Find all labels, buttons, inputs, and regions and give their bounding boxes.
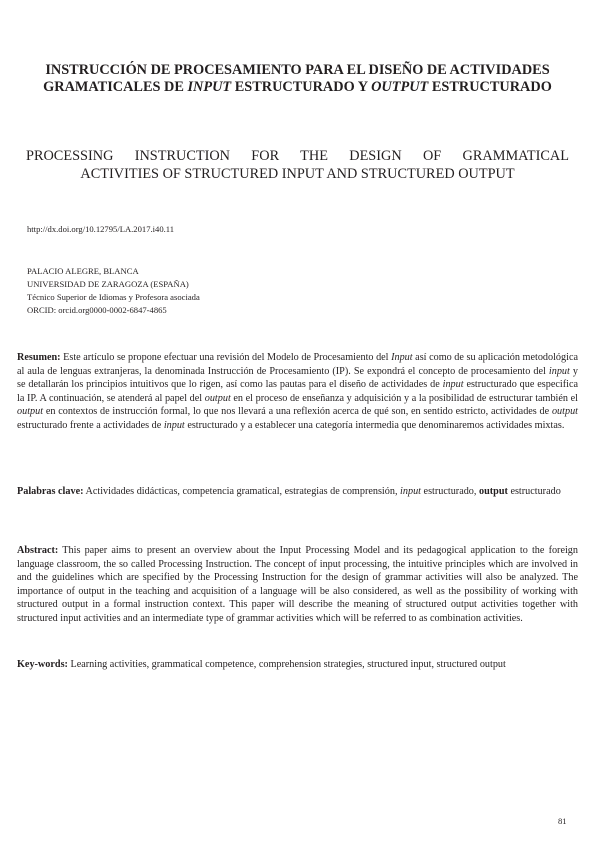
text: estructurado que especifica la IP. A continuación, se atenderá al papel del — [17, 379, 578, 404]
english-title-line-2: ACTIVITIES OF STRUCTURED INPUT AND STRUCTURED OUTPUT — [80, 166, 515, 182]
doi-link[interactable]: http://dx.doi.org/10.12795/LA.2017.i40.11 — [27, 224, 175, 234]
bold-term: output — [479, 486, 508, 497]
author-block — [27, 265, 200, 317]
spanish-title — [20, 62, 575, 96]
text: y se detallarán los principios intuitivos que lo rigen, así como las pautas para el diseño de actividades de — [17, 365, 579, 391]
english-title — [26, 147, 569, 183]
text: en el proceso de enseñanza y adquisición y a la posibilidad de estructurar también el — [230, 392, 578, 404]
abstract-paragraph — [17, 544, 578, 626]
palabras-clave-label: Palabras clave: — [17, 486, 84, 497]
keywords-paragraph — [17, 658, 578, 672]
keywords-text: Learning activities, grammatical competence, comprehension strategies, structured input, structured output — [67, 659, 506, 670]
title-italic-output: OUTPUT — [371, 79, 429, 95]
italic-term: input — [400, 486, 421, 497]
text: Actividades didácticas, competencia gramatical, estrategias de comprensión, — [83, 486, 401, 497]
title-text: ESTRUCTURADO — [428, 79, 552, 95]
italic-term: input — [163, 419, 185, 431]
italic-term: input — [548, 365, 570, 377]
text: estructurado, — [421, 486, 479, 497]
title-text: GRAMATICALES DE — [43, 79, 188, 95]
title-text: ESTRUCTURADO Y — [231, 79, 372, 95]
author-orcid: ORCID: orcid.org0000-0002-6847-4865 — [27, 305, 167, 315]
italic-term: output — [17, 406, 44, 418]
english-title-line-1: PROCESSING INSTRUCTION FOR THE DESIGN OF GRAMMATICAL — [26, 148, 569, 164]
author-name: PALACIO ALEGRE, BLANCA — [27, 266, 139, 276]
italic-term: output — [551, 406, 578, 418]
text: estructurado frente a actividades de — [17, 419, 164, 431]
resumen-label: Resumen: — [17, 352, 61, 363]
title-italic-input: INPUT — [187, 79, 232, 95]
author-university: UNIVERSIDAD DE ZARAGOZA (ESPAÑA) — [27, 279, 189, 289]
palabras-clave-paragraph — [17, 485, 578, 499]
text: en contextos de instrucción formal, lo que nos llevará a una reflexión acerca de qué son, en sentido estricto, actividades de — [43, 406, 552, 418]
spanish-title-line-2 — [20, 79, 575, 96]
page-number: 81 — [558, 816, 567, 826]
keywords-label: Key-words: — [17, 659, 68, 670]
abstract-text: This paper aims to present an overview about the Input Processing Model and its pedagogical application to the foreign language classroom, the so called Processing Instruction. The concept of input processing, the intuitive principles which are involved in and the guidelines which are specified by the Processing Instruction for the design of grammar activities will also be analyzed. The importance of output in the teaching and acquisition of a language will be also considered, as well as the possibility of working with structured output in a formal instruction context. This paper will describe the meaning of structured output activities together with structured input activities and an intermediate type of grammar activities which will be referred to as combination activities. — [17, 545, 578, 624]
text: Este artículo se propone efectuar una revisión del Modelo de Procesamiento del — [60, 352, 392, 363]
text: así como de su aplicación metodológica al aula de lenguas extranjeras, la denominada Instrucción de Procesamiento (IP). Se expondrá el concepto de procesamiento del — [17, 352, 578, 377]
spanish-title-line-1: INSTRUCCIÓN DE PROCESAMIENTO PARA EL DISEÑO DE ACTIVIDADES — [45, 62, 550, 78]
resumen-paragraph — [17, 351, 578, 433]
text: estructurado — [507, 486, 561, 497]
italic-term: input — [442, 379, 464, 391]
text: estructurado y a establecer una categoría intermedia que denominaremos actividades mixtas. — [184, 419, 565, 431]
author-position: Técnico Superior de Idiomas y Profesora asociada — [27, 292, 200, 302]
italic-term: output — [204, 392, 231, 404]
italic-term: Input — [391, 352, 413, 363]
abstract-label: Abstract: — [17, 545, 59, 556]
